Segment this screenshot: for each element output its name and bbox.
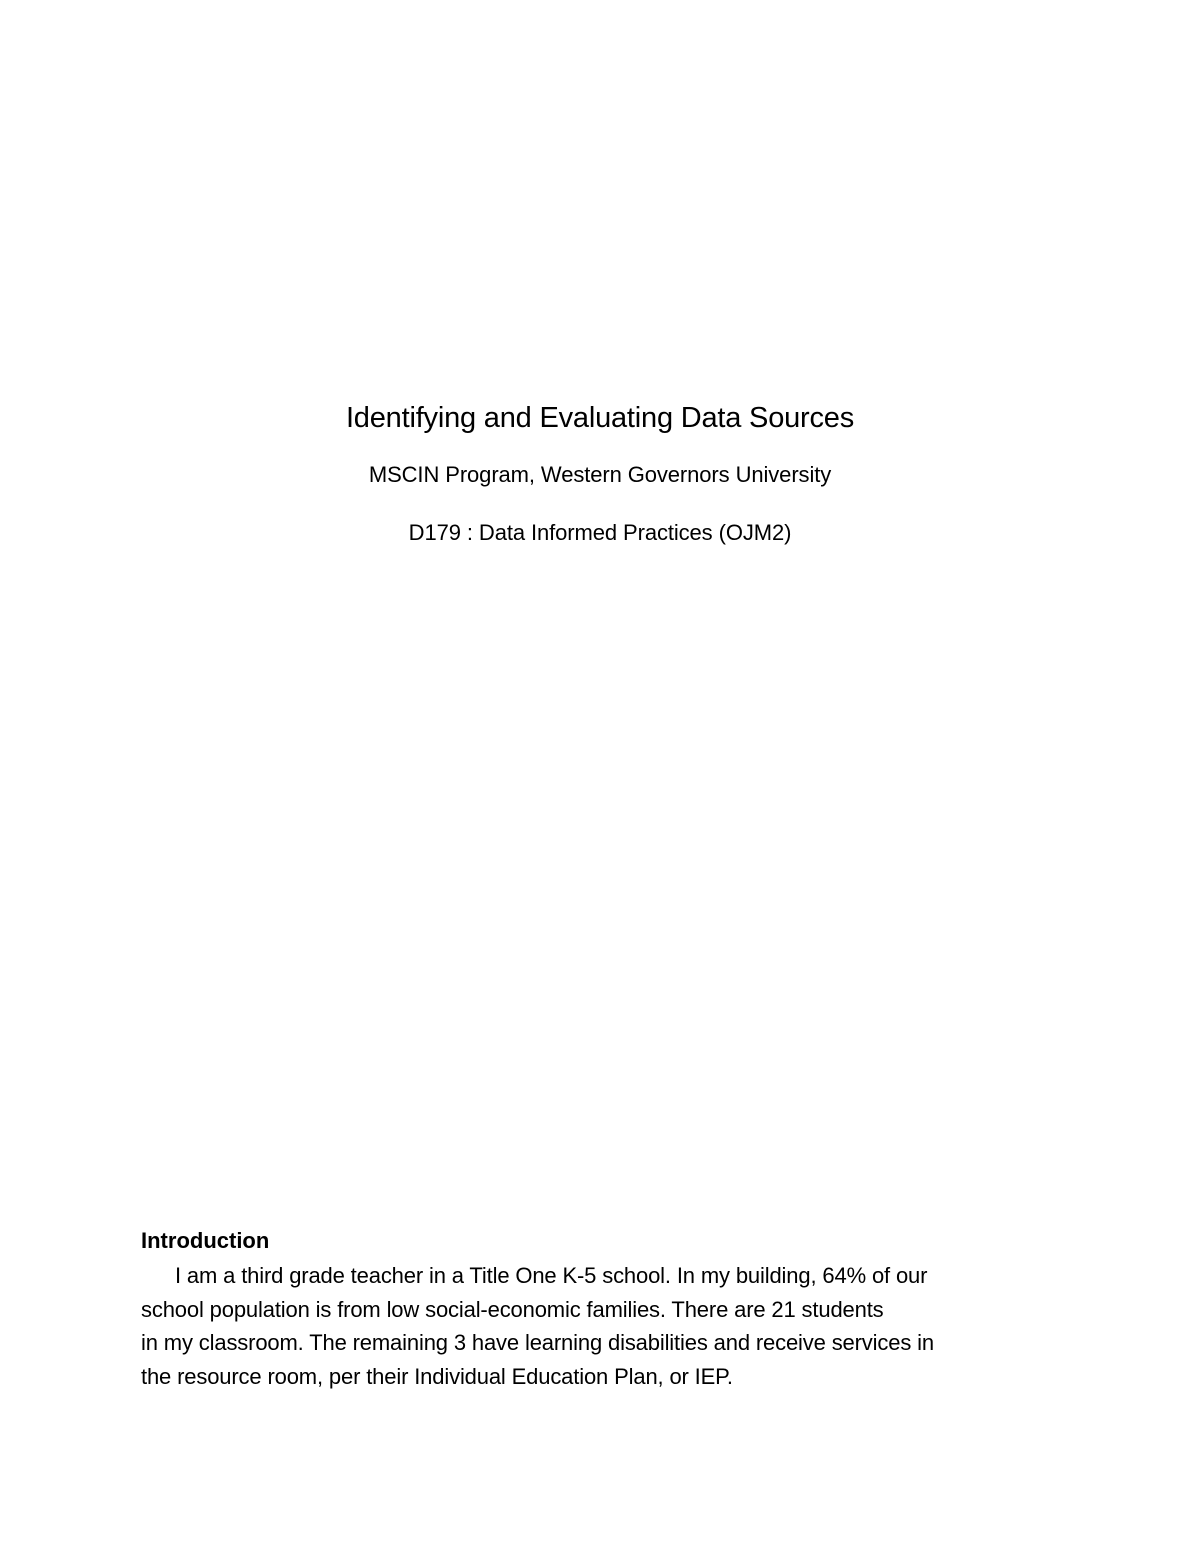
paragraph-line: the resource room, per their Individual Education Plan, or IEP. bbox=[141, 1363, 733, 1389]
introduction-heading: Introduction bbox=[141, 1228, 270, 1253]
document-course: D179 : Data Informed Practices (OJM2) bbox=[408, 520, 792, 545]
introduction-section bbox=[141, 1226, 1081, 1393]
document-subtitle: MSCIN Program, Western Governors University bbox=[368, 462, 832, 487]
introduction-paragraph bbox=[141, 1259, 1081, 1393]
paragraph-line: school population is from low social-economic families. There are 21 students bbox=[141, 1296, 884, 1322]
title-block bbox=[0, 396, 1200, 548]
document-title: Identifying and Evaluating Data Sources bbox=[345, 402, 855, 434]
paragraph-line: I am a third grade teacher in a Title One K-5 school. In my building, 64% of our bbox=[175, 1263, 928, 1288]
paragraph-line: in my classroom. The remaining 3 have learning disabilities and receive services in bbox=[141, 1330, 934, 1355]
